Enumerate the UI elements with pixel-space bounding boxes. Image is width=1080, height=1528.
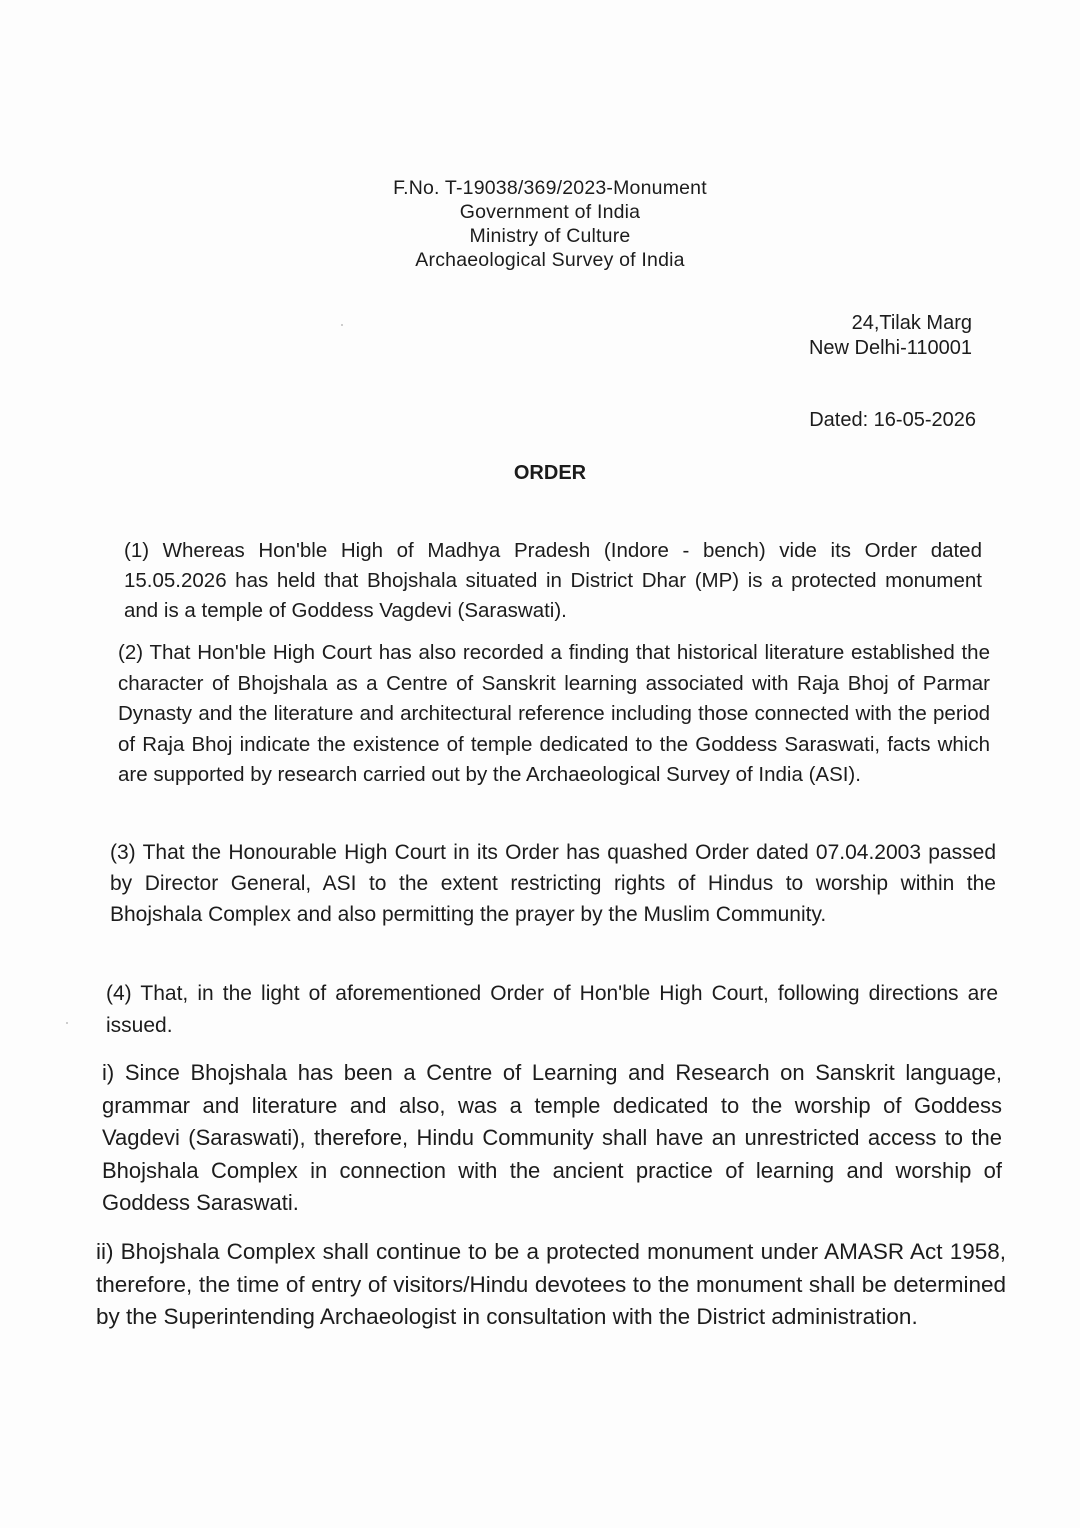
paragraph-2: (2) That Hon'ble High Court has also recorded a finding that historical literature established the character of Bhojshala as a Centre of Sanskrit learning associated with Raja Bhoj of Parmar Dynasty and the literature and architectural reference including those connected with the period of Raja Bhoj indicate the existence of temple dedicated to the Goddess Saraswati, facts which are supported by research carried out by the Archaeological Survey of India (ASI). — [118, 641, 990, 786]
file-number: F.No. T-19038/369/2023-Monument — [393, 177, 707, 199]
letterhead — [0, 176, 1080, 272]
order-title: ORDER — [513, 462, 587, 484]
scan-speck — [341, 324, 343, 326]
paragraph-4: (4) That, in the light of aforementioned Order of Hon'ble High Court, following directions are issued. — [106, 982, 998, 1037]
direction-i: i) Since Bhojshala has been a Centre of Learning and Research on Sanskrit language, grammar and literature and also, was a temple dedicated to the worship of Goddess Vagdevi (Saraswati), therefore, Hindu Community shall have an unrestricted access to the Bhojshala Complex in connection with the ancient practice of learning and worship of Goddess Saraswati. — [102, 1060, 1002, 1215]
ministry-name: Ministry of Culture — [469, 225, 631, 247]
paragraph-3: (3) That the Honourable High Court in its Order has quashed Order dated 07.04.2003 passed by Director General, ASI to the extent restricting rights of Hindus to worship within the Bhojshala Complex and also permitting the prayer by the Muslim Community. — [110, 841, 996, 926]
order-date: Dated: 16-05-2026 — [809, 409, 976, 431]
address-line-1: 24,Tilak Marg — [851, 312, 972, 334]
address-line-2: New Delhi-110001 — [808, 337, 972, 359]
paragraph-1: (1) Whereas Hon'ble High of Madhya Pradesh (Indore - bench) vide its Order dated 15.05.2026 has held that Bhojshala situated in District Dhar (MP) is a protected monument and is a temple of Goddess Vagdevi (Saraswati). — [124, 539, 982, 622]
scan-speck — [66, 1022, 68, 1024]
office-address — [809, 311, 972, 361]
direction-ii: ii) Bhojshala Complex shall continue to be a protected monument under AMASR Act 1958, therefore, the time of entry of visitors/Hindu devotees to the monument shall be determined by the Superintending Archaeologist in consultation with the District administration. — [96, 1239, 1006, 1329]
department-name: Archaeological Survey of India — [415, 249, 685, 271]
government-name: Government of India — [459, 201, 641, 223]
